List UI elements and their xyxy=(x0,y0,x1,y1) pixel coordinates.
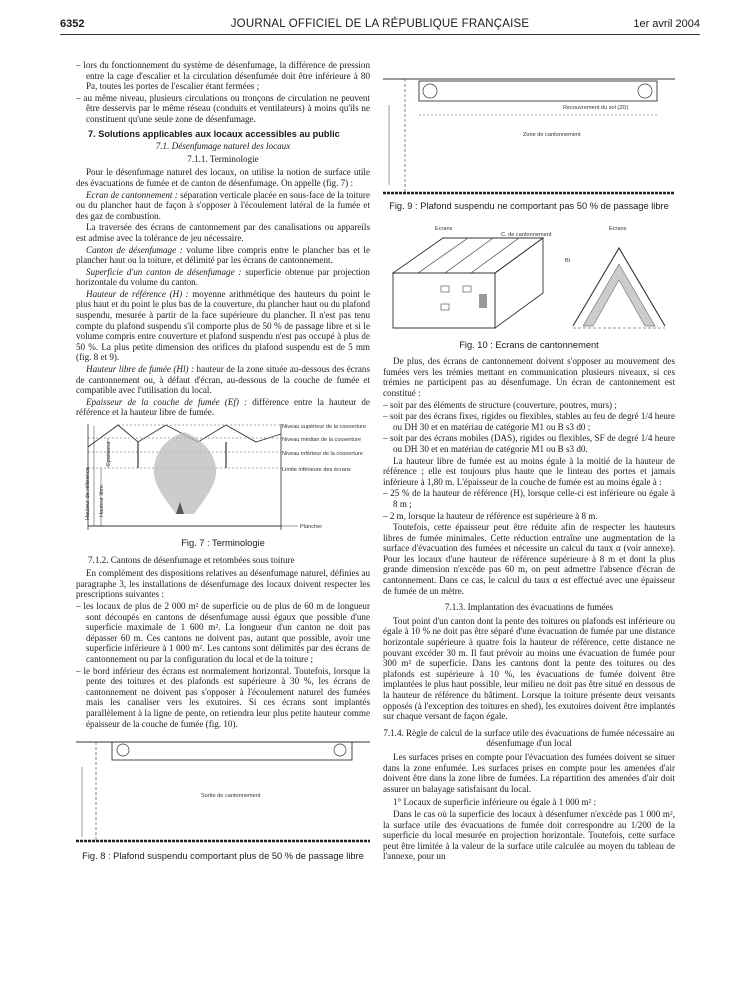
right-column xyxy=(383,60,675,863)
left-column xyxy=(76,60,370,868)
paragraph: La hauteur libre de fumée est au moins égale à la moitié de la hauteur de référence ; elle est toujours plus haute que le linteau des portes et jamais inférieure à 1,80 m. L'épaisseur de la couche de fumée est au moins égale à : xyxy=(383,455,675,487)
label-mid-level: Niveau médian de la couverture xyxy=(282,437,361,443)
paragraph: Pour le désenfumage naturel des locaux, on utilise la notion de surface utile des évacuations de fumée et de canton de désenfumage. On appelle (fig. 7) : xyxy=(76,167,370,188)
paragraph: Toutefois, cette épaisseur peut être réduite afin de respecter les hauteurs libres de fumée minimales. Cette réduction entraîne une augmentation de la surface d'évacuation des fumées et nécessite un calcul du taux α (voir annexe). Pour les locaux d'une hauteur de référence supérieure à 8 m et dont la plus grande dimension n'excède pas 60 m, on peut admettre l'absence d'écran de cantonnement. Dans ce cas, le calcul du taux α est effectué avec une épaisseur de fumée de un mètre. xyxy=(383,522,675,596)
label-top-level: Niveau supérieur de la couverture xyxy=(282,424,366,430)
label-screen-limit: Limite inférieure des écrans xyxy=(282,467,351,473)
definition xyxy=(76,397,370,418)
subsection-heading: 7.1.3. Implantation des évacuations de fumées xyxy=(444,602,614,613)
paragraph: – 25 % de la hauteur de référence (H), lorsque celle-ci est inférieure ou égale à 8 m ; xyxy=(383,488,675,509)
label-sortie-cantonnement: Sortie de cantonnement xyxy=(201,793,261,800)
paragraph: 1° Locaux de superficie inférieure ou égale à 1 000 m² : xyxy=(393,797,597,808)
label-bl: Bl xyxy=(565,257,570,264)
subsection-heading: 7.1. Désenfumage naturel des locaux xyxy=(155,141,291,152)
definition xyxy=(76,190,370,222)
paragraph: – au même niveau, plusieurs circulations ou tronçons de circulation ne peuvent être desservis par le même réseau (conduits et ventilateurs) à moins qu'ils ne constituent qu'une seule zone de désenfumage. xyxy=(76,92,370,124)
figure-7-caption: Fig. 7 : Terminologie xyxy=(181,538,265,548)
label-ecrans: Ecrans xyxy=(435,225,453,232)
journal-title: JOURNAL OFFICIEL DE LA RÉPUBLIQUE FRANÇAISE xyxy=(230,18,530,30)
paragraph: – 2 m, lorsque la hauteur de référence est supérieure à 8 m. xyxy=(383,510,598,521)
label-reference-height: Hauteur de référence xyxy=(85,467,91,520)
paragraph: – lors du fonctionnement du système de désenfumage, la différence de pression entre la cage d'escalier et la circulation désenfumée doit être inférieure à 80 Pa, toutes les portes de l'escalier étant fermées ; xyxy=(76,60,370,92)
label-recouvrement: Recouvrement du sol (2D) xyxy=(563,105,629,111)
definition xyxy=(76,289,370,363)
figure-10-caption: Fig. 10 : Ecrans de cantonnement xyxy=(459,339,599,350)
figure-8-caption: Fig. 8 : Plafond suspendu comportant plus de 50 % de passage libre xyxy=(82,851,364,862)
page-number: 6352 xyxy=(60,18,85,30)
figure-9 xyxy=(383,75,675,197)
term: Superficie d'un canton de désenfumage : xyxy=(86,266,242,277)
paragraph: – soit par des écrans mobiles (DAS), rigides ou flexibles, SF de degré 1/4 heure ou DH 30 et en matériau de catégorie M1 ou B s3 d0. xyxy=(383,433,675,454)
page-header xyxy=(60,18,700,38)
definition-text: différence entre la hauteur de référence et la hauteur libre de fumée. xyxy=(76,396,370,418)
definition xyxy=(76,267,370,288)
figure-9-caption: Fig. 9 : Plafond suspendu ne comportant pas 50 % de passage libre xyxy=(389,201,669,211)
subsection-heading: 7.1.2. Cantons de désenfumage et retombées sous toiture xyxy=(88,554,295,565)
paragraph: – soit par des éléments de structure (couverture, poutres, murs) ; xyxy=(383,399,617,410)
paragraph: – le bord inférieur des écrans est normalement horizontal. Toutefois, lorsque la pente des toitures et des plafonds est supérieure à 30 %, les écrans de cantonnement ne doivent pas s'opposer à l'écoulement naturel des fumées mais les canaliser vers les exutoires. Si ces écrans sont implantés parallèlement à la ligne de pente, on retiendra leur plus petite hauteur comme épaisseur de la couche de fumée (fig. 10). xyxy=(76,665,370,729)
term: Hauteur de référence (H) : xyxy=(86,288,189,299)
paragraph: En complément des dispositions relatives au désenfumage naturel, définies au paragraphe 3, les installations de désenfumage des locaux doivent respecter les prescriptions suivantes : xyxy=(76,568,370,600)
definition-text: volume libre compris entre le plancher bas et le plancher haut ou la toiture, et délimité par les écrans de cantonnement. xyxy=(76,244,370,266)
label-canton: C. de cantonnement xyxy=(501,231,552,238)
section-heading: 7. Solutions applicables aux locaux accessibles au public xyxy=(88,128,340,139)
subsection-heading: 7.1.4. Règle de calcul de la surface utile des évacuations de fumée nécessaire au désenfumage d'un local xyxy=(383,727,675,749)
term: Canton de désenfumage : xyxy=(86,244,183,255)
paragraph: Dans le cas où la superficie des locaux à désenfumer n'excède pas 1 000 m², la surface utile des évacuations de fumée doit correspondre au 1/200 de la superficie du local mesurée en projection horizontale. Toutefois, cette surface peut être limitée à la valeur de la surface utile calculée au moyen du tableau de l'annexe, pour un xyxy=(383,808,675,862)
label-zone-cantonnement: Zone de cantonnement xyxy=(523,132,581,138)
label-low-level: Niveau inférieur de la couverture xyxy=(282,451,363,457)
label-ecrans-right: Ecrans xyxy=(609,225,627,232)
term: Ecran de cantonnement : xyxy=(86,189,178,200)
paragraph: – les locaux de plus de 2 000 m² de superficie ou de plus de 60 m de longueur sont découpés en cantons de désenfumage aussi égaux que possible d'une superficie maximale de 1 600 m². La longueur d'un canton ne doit pas dépasser 60 m. Ces cantons ne doivent pas, autant que possible, avoir une superficie inférieure à 1 000 m². Les cantons sont délimités par des écrans de cantonnement ou par la configuration du local et de la toiture ; xyxy=(76,600,370,664)
figure-7 xyxy=(76,422,370,534)
figure-8 xyxy=(76,737,370,847)
paragraph: – soit par des écrans fixes, rigides ou flexibles, stables au feu de degré 1/4 heure ou DH 30 et en matériau de catégorie M1 ou B s3 d0 ; xyxy=(383,411,675,432)
label-floor: Plancher xyxy=(300,524,323,530)
paragraph: Tout point d'un canton dont la pente des toitures ou plafonds est inférieure ou égale à 10 % ne doit pas être séparé d'une évacuation de fumée par une distance horizontale supérieure à quatre fois la hauteur de référence, cette distance ne pouvant excéder 30 m. Il faut prévoir au moins une évacuation de fumée pour 300 m² de superficie. Dans les cantons dont la pente des toitures ou des plafonds est supérieure à 10 %, les évacuations de fumée doivent être implantées le plus haut possible, leur milieu ne doit pas être situé en dessous de la hauteur de référence du bâtiment. Lorsque la toiture présente deux versants opposés (à l'exception des toitures en shed), les exutoires doivent être implantés sur chaque versant de façon égale. xyxy=(383,615,675,722)
definition-text: séparation verticale placée en sous-face de la toiture ou du plancher haut de façon à s'opposer à l'écoulement latéral de la fumée et des gaz de combustion. xyxy=(76,189,370,221)
definition-text: superficie obtenue par projection horizontale du volume du canton. xyxy=(76,266,370,288)
paragraph: Les surfaces prises en compte pour l'évacuation des fumées doivent se situer dans la zone enfumée. Les surfaces prises en compte pour les amenées d'air doivent être dans la zone libre de fumées. La répartition des amenées d'air doit assurer un balayage satisfaisant du local. xyxy=(383,751,675,794)
definition-text: hauteur de la zone située au-dessous des écrans de cantonnement ou, à défaut d'écran, au-dessous de la couche de fumée et compatible avec l'utilisation du local. xyxy=(76,364,370,396)
issue-date: 1er avril 2004 xyxy=(633,18,700,30)
term: Epaisseur de la couche de fumée (Ef) : xyxy=(86,396,248,407)
paragraph: La traversée des écrans de cantonnement par des canalisations ou appareils est admise avec la tolérance de jeu nécessaire. xyxy=(76,222,370,243)
term: Hauteur libre de fumée (Hl) : xyxy=(86,364,195,375)
header-rule xyxy=(60,34,700,35)
paragraph: De plus, des écrans de cantonnement doivent s'opposer au mouvement des fumées vers les trémies mettant en communication plusieurs niveaux, si ces trémies ne participent pas au désenfumage. Un écran de cantonnement est constitué : xyxy=(383,356,675,398)
definition-text: moyenne arithmétique des hauteurs du point le plus haut et du point le plus bas de la couverture, du plancher haut ou du plafond suspendu, mesurée à partir de la face supérieure du plancher. Il n'est pas tenu compte du plafond suspendu s'il comporte plus de 50 % de passage libre et si le volume compris entre couverture et plafond suspendu n'est pas occupé à plus de 50 %. La plus petite dimension des orifices du plafond suspendu est de 5 mm (fig. 8 et 9). xyxy=(76,288,371,363)
label-free-height: Hauteur libre xyxy=(99,484,105,517)
subsection-heading: 7.1.1. Terminologie xyxy=(187,153,259,164)
definition xyxy=(76,364,370,396)
figure-10 xyxy=(383,218,675,336)
definition xyxy=(76,245,370,266)
label-thickness: Epaisseur xyxy=(106,441,112,466)
